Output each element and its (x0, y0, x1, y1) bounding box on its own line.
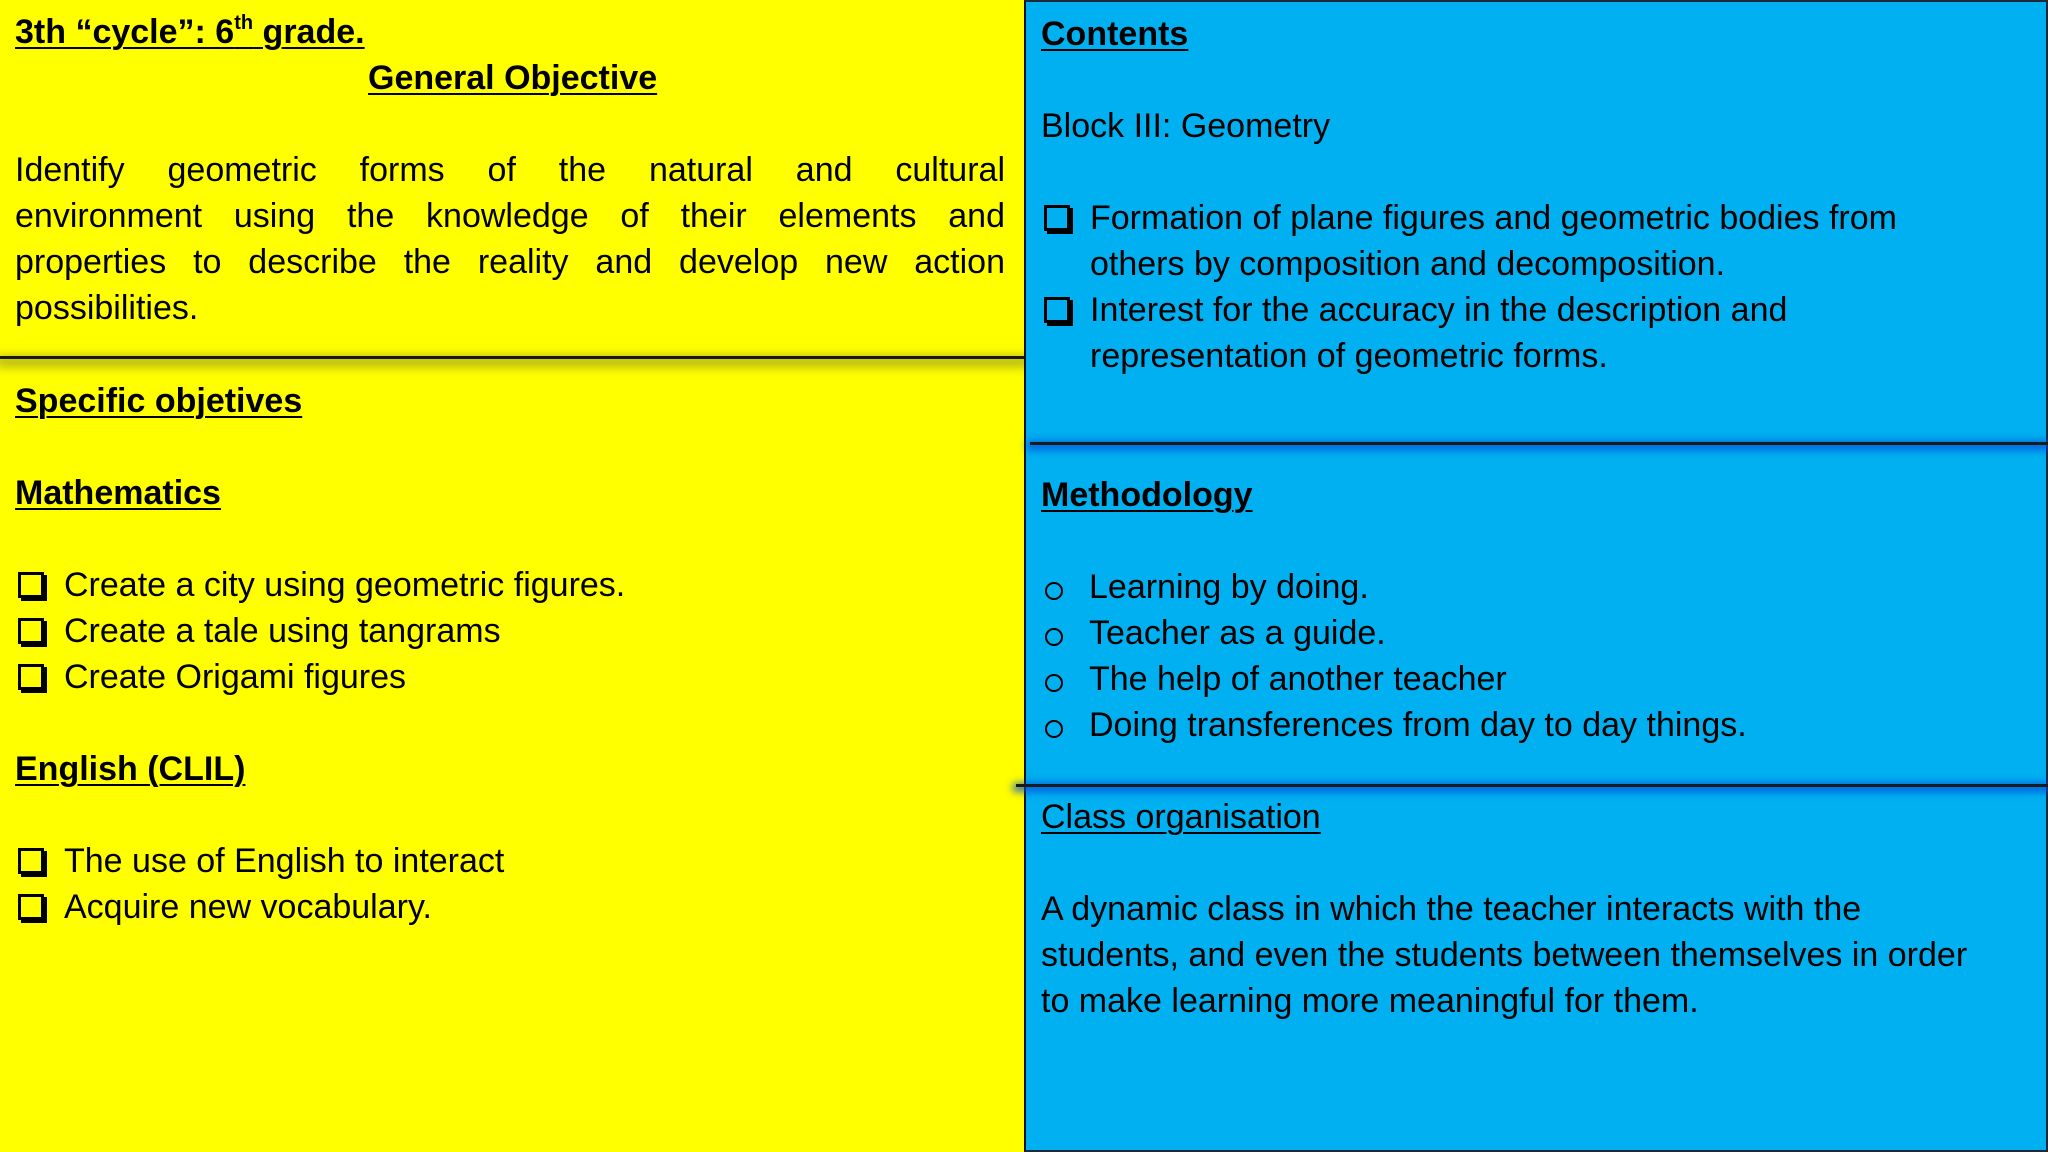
list-item: Create a tale using tangrams (18, 608, 501, 654)
checkbox-bullet-icon (18, 848, 44, 874)
list-item-continuation: others by composition and decomposition. (1090, 245, 1726, 283)
checkbox-bullet-icon (18, 572, 44, 598)
class-organisation-heading: Class organisation (1041, 798, 1321, 836)
section-divider (1016, 784, 2048, 787)
list-item: Formation of plane figures and geometric bodies from (1044, 195, 1897, 241)
general-objective-heading: General Objective (368, 59, 658, 97)
class-organisation-line: A dynamic class in which the teacher interacts with the (1041, 890, 1862, 928)
section-divider (1030, 442, 2048, 445)
list-item: Create Origami figures (18, 654, 406, 700)
list-item: The use of English to interact (18, 838, 504, 884)
class-organisation-line: students, and even the students between themselves in order (1041, 936, 1968, 974)
block-title: Block III: Geometry (1041, 107, 1331, 145)
class-organisation-line: to make learning more meaningful for them. (1041, 982, 1699, 1020)
circle-bullet-icon (1045, 628, 1063, 646)
methodology-heading: Methodology (1041, 476, 1253, 514)
list-item: Create a city using geometric figures. (18, 562, 625, 608)
list-item: Learning by doing. (1041, 564, 1369, 610)
general-objective-line: possibilities. (15, 289, 199, 327)
general-objective-line: Identify geometric forms of the natural and cultural (15, 151, 1005, 189)
list-item: The help of another teacher (1041, 656, 1507, 702)
checkbox-bullet-icon (1044, 297, 1070, 323)
right-panel-blue (1024, 0, 2048, 1152)
section-divider (0, 356, 1028, 359)
list-item: Doing transferences from day to day things. (1041, 702, 1747, 748)
mathematics-heading: Mathematics (15, 474, 221, 512)
checkbox-bullet-icon (18, 664, 44, 690)
circle-bullet-icon (1045, 582, 1063, 600)
checkbox-bullet-icon (1044, 205, 1070, 231)
cycle-grade-title: 3th “cycle”: 6th grade. (15, 12, 365, 51)
list-item: Acquire new vocabulary. (18, 884, 432, 930)
circle-bullet-icon (1045, 720, 1063, 738)
general-objective-line: environment using the knowledge of their elements and (15, 197, 1005, 235)
list-item-continuation: representation of geometric forms. (1090, 337, 1608, 375)
contents-heading: Contents (1041, 15, 1189, 53)
checkbox-bullet-icon (18, 618, 44, 644)
general-objective-line: properties to describe the reality and develop new action (15, 243, 1005, 281)
list-item: Teacher as a guide. (1041, 610, 1386, 656)
checkbox-bullet-icon (18, 894, 44, 920)
list-item: Interest for the accuracy in the description and (1044, 287, 1787, 333)
english-clil-heading: English (CLIL) (15, 750, 246, 788)
specific-objectives-heading: Specific objetives (15, 382, 303, 420)
circle-bullet-icon (1045, 674, 1063, 692)
